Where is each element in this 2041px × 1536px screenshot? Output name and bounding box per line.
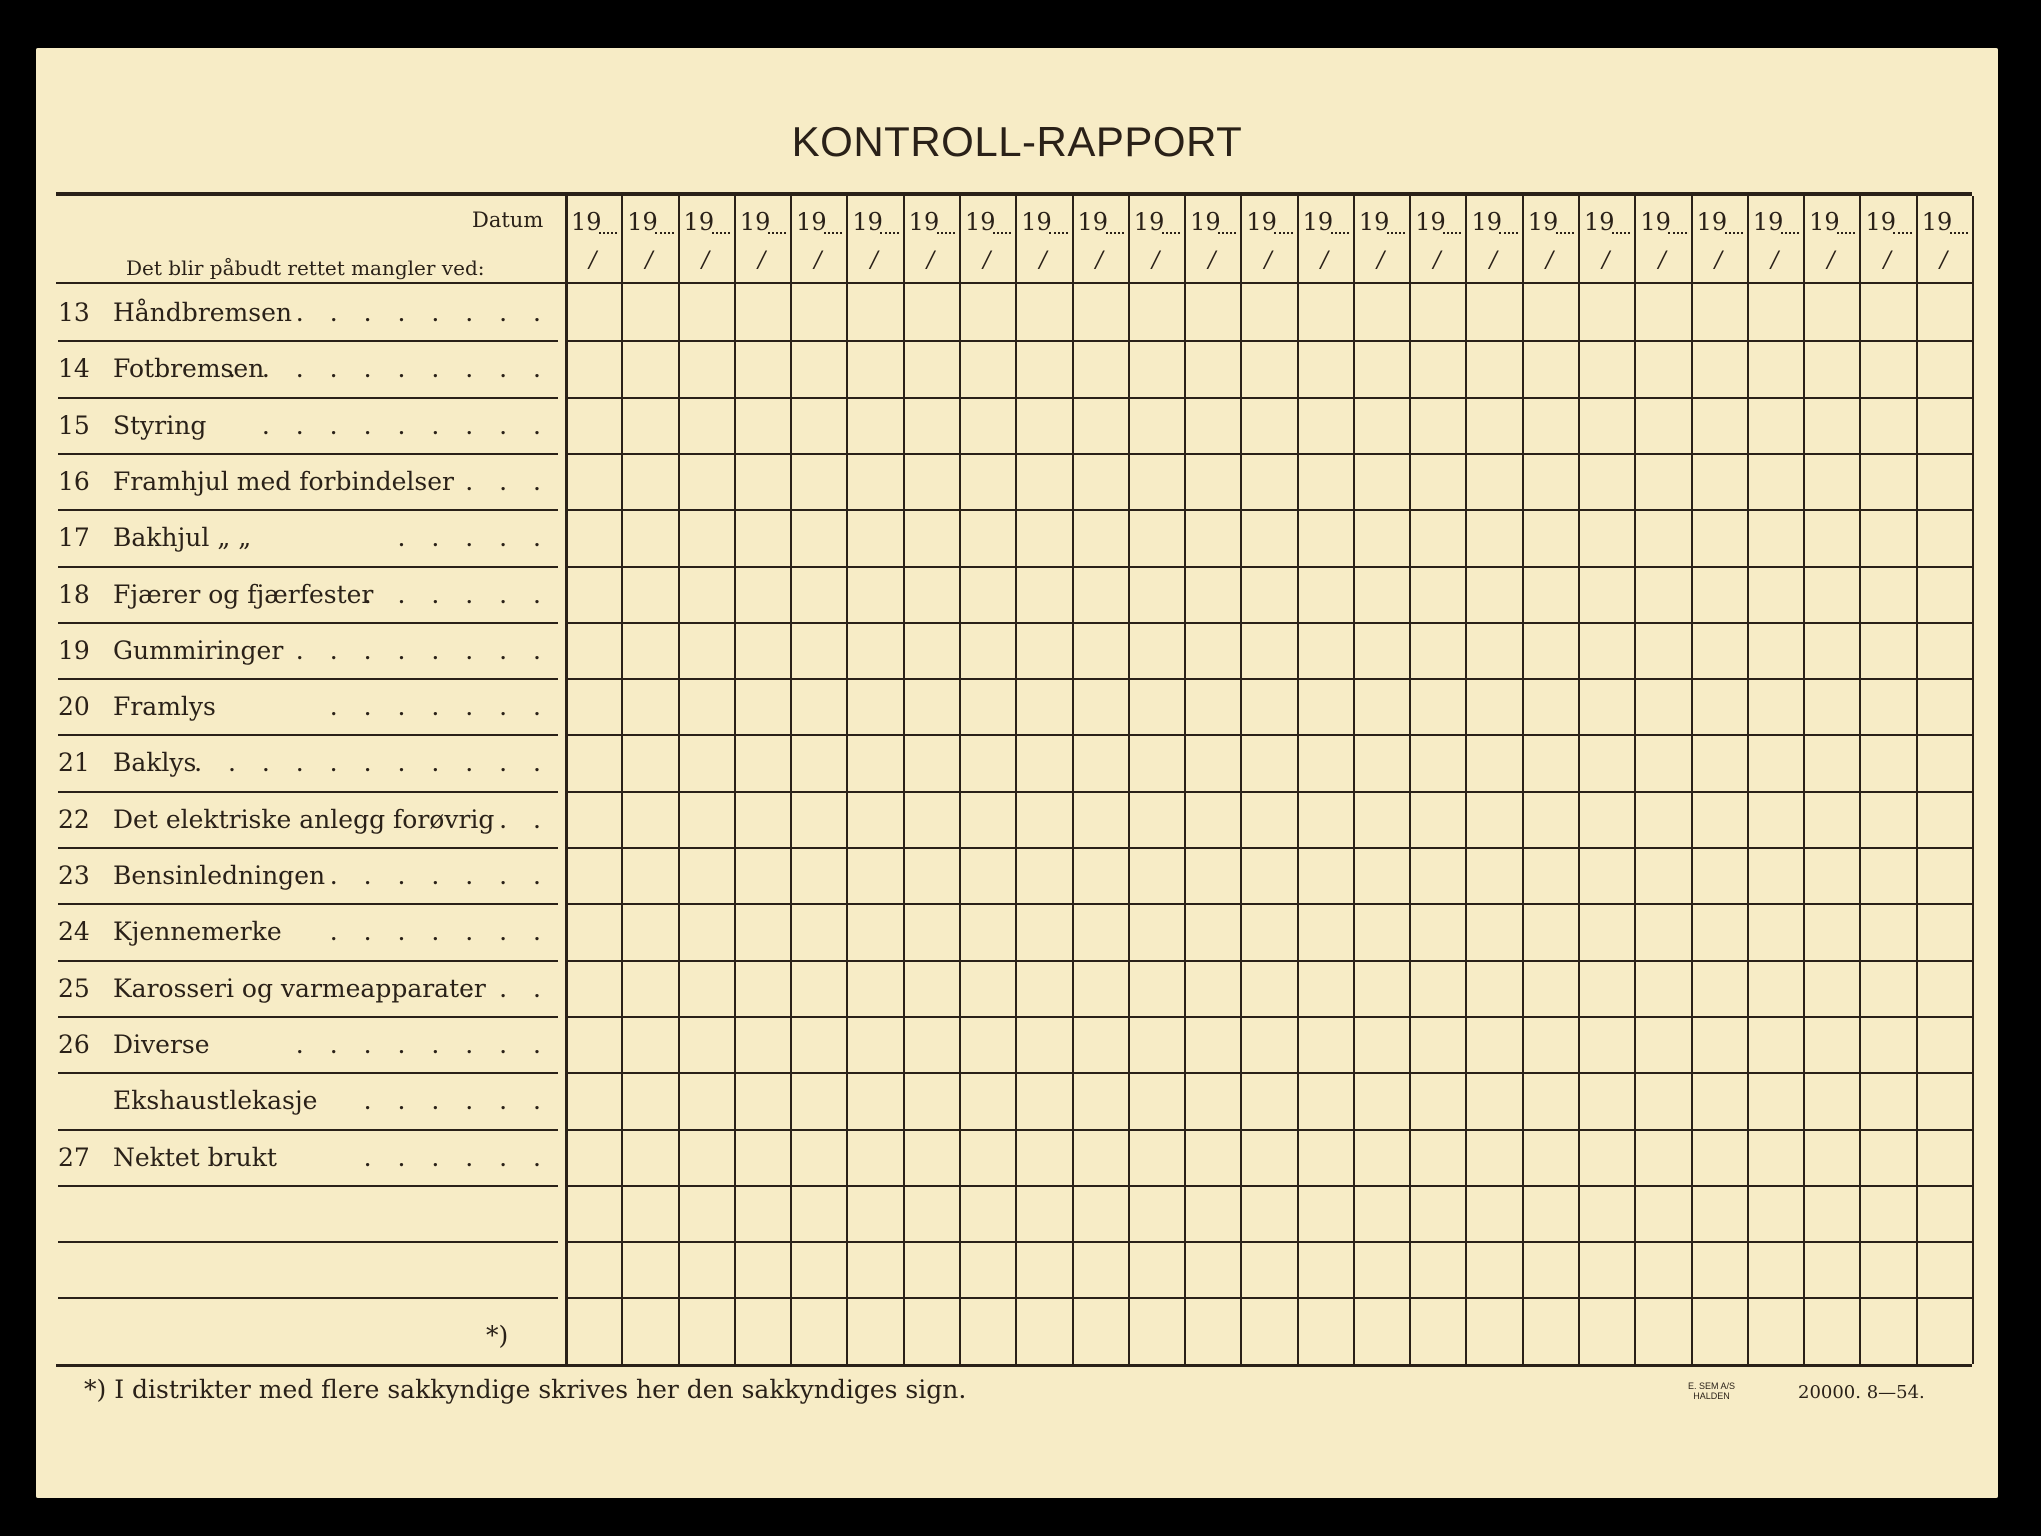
row-label: Ekshaustlekasje [113, 1086, 318, 1116]
date-year-prefix: 19 [1752, 208, 1784, 236]
date-dotted-blank [1837, 232, 1855, 234]
leader-dots: . . . . . . . . [295, 635, 550, 665]
report-card [36, 48, 1998, 1498]
date-slash: / [1827, 248, 1835, 273]
leader-dots: . . . . . . . . . . . [194, 748, 550, 778]
date-dotted-blank [1218, 232, 1236, 234]
date-dotted-blank [1612, 232, 1630, 234]
leader-dots: . . . . . . . . . [261, 410, 550, 440]
column-divider [1972, 196, 1974, 1364]
label-row-rule [58, 791, 558, 793]
row-number: 17 [58, 523, 90, 553]
column-divider [1691, 196, 1693, 1364]
row-number: 23 [58, 861, 90, 890]
date-slash: / [1883, 248, 1891, 273]
column-divider [1859, 196, 1861, 1364]
column-divider [1522, 196, 1524, 1364]
date-dotted-blank [1893, 232, 1911, 234]
column-divider [846, 196, 848, 1364]
date-dotted-blank [1387, 232, 1405, 234]
row-label: Styring [113, 410, 207, 440]
date-year-prefix: 19 [1921, 208, 1953, 236]
date-slash: / [701, 248, 710, 273]
date-dotted-blank [599, 232, 617, 234]
date-slash: / [1714, 248, 1723, 273]
leader-dots: . . . [465, 973, 550, 1003]
row-label: Fjærer og fjærfester [113, 579, 374, 609]
date-slash: / [589, 248, 597, 273]
grid-row-rule [565, 1297, 1972, 1299]
date-year-prefix: 19 [1809, 208, 1840, 236]
row-label: Håndbremsen [113, 298, 292, 327]
date-slash: / [926, 248, 935, 273]
leader-dots: . . . . . . [363, 579, 550, 609]
date-year-prefix: 19 [1133, 208, 1165, 236]
column-divider [959, 196, 961, 1364]
leader-dots: . . . . . . . . [295, 1029, 550, 1059]
date-dotted-blank [712, 232, 730, 234]
date-slash: / [1264, 248, 1272, 273]
form-title: KONTROLL-RAPPORT [791, 118, 1243, 165]
column-divider [678, 196, 680, 1364]
date-year-prefix: 19 [1077, 208, 1109, 236]
leader-dots: . . . . . . [363, 1086, 550, 1116]
printer-name: E. SEM A/S [1688, 1381, 1736, 1391]
grid-row-rule [565, 566, 1972, 568]
datum-label: Datum [472, 208, 544, 232]
date-slash: / [1377, 248, 1385, 273]
label-row-rule [58, 1072, 558, 1074]
date-dotted-blank [1781, 232, 1799, 234]
column-divider [1353, 196, 1355, 1364]
date-year-prefix: 19 [1640, 208, 1671, 236]
label-row-rule [58, 903, 558, 905]
label-row-rule [58, 566, 558, 568]
label-row-rule [58, 509, 558, 511]
leader-dots: . . . . . . [363, 1142, 550, 1172]
date-dotted-blank [1499, 232, 1517, 234]
date-slash: / [645, 248, 653, 273]
date-dotted-blank [1443, 232, 1461, 234]
leader-dots: . . . . . . . . [295, 298, 550, 327]
column-divider [1634, 196, 1636, 1364]
leader-dots: . . . . . [397, 523, 550, 553]
date-year-prefix: 19 [1246, 208, 1277, 236]
date-dotted-blank [655, 232, 673, 234]
instruction-label: Det blir påbudt rettet mangler ved: [126, 256, 485, 280]
row-label: *) [486, 1321, 509, 1351]
row-label: Framhjul med forbindelser [113, 466, 454, 496]
label-row-rule [58, 960, 558, 962]
row-number: 22 [58, 804, 90, 834]
date-slash: / [1095, 248, 1104, 273]
row-number: 27 [58, 1142, 90, 1172]
date-year-prefix: 19 [796, 208, 827, 236]
date-slash: / [757, 248, 766, 273]
row-label: Diverse [113, 1029, 210, 1059]
print-number: 20000. 8—54. [1798, 1382, 1925, 1403]
date-slash: / [1039, 248, 1047, 273]
footnote: *) I distrikter med flere sakkyndige skrives her den sakkyndiges sign. [84, 1375, 967, 1404]
row-number: 15 [58, 410, 90, 440]
label-row-rule [58, 1241, 558, 1243]
date-slash: / [814, 248, 822, 273]
date-year-prefix: 19 [571, 208, 602, 236]
label-row-rule [58, 1129, 558, 1131]
date-slash: / [1658, 248, 1666, 273]
column-divider [790, 196, 792, 1364]
date-dotted-blank [1049, 232, 1067, 234]
column-divider [1297, 196, 1299, 1364]
column-divider [734, 196, 736, 1364]
column-divider [1409, 196, 1411, 1364]
grid-row-rule [565, 1016, 1972, 1018]
grid-row-rule [565, 903, 1972, 905]
date-year-prefix: 19 [964, 208, 996, 236]
date-slash: / [1602, 248, 1610, 273]
label-row-rule [58, 1016, 558, 1018]
date-year-prefix: 19 [908, 208, 940, 236]
leader-dots: . . . . . . . [329, 692, 550, 722]
date-year-prefix: 19 [1190, 208, 1221, 236]
row-number: 14 [58, 354, 90, 384]
grid-row-rule [565, 960, 1972, 962]
row-label: Fotbremsen [113, 354, 265, 384]
grid-row-rule [565, 622, 1972, 624]
date-slash: / [870, 248, 878, 273]
date-year-prefix: 19 [852, 208, 883, 236]
row-label: Bensinledningen [113, 861, 326, 890]
grid-row-rule [565, 1072, 1972, 1074]
label-row-rule [58, 1297, 558, 1299]
date-dotted-blank [1331, 232, 1349, 234]
grid-row-rule [565, 397, 1972, 399]
column-divider [1747, 196, 1749, 1364]
header-top-rule [56, 192, 1972, 196]
grid-row-rule [565, 847, 1972, 849]
label-row-rule [58, 622, 558, 624]
date-year-prefix: 19 [1696, 208, 1728, 236]
column-divider [1803, 196, 1805, 1364]
label-row-rule [58, 453, 558, 455]
column-divider [1240, 196, 1242, 1364]
row-number: 18 [58, 579, 90, 609]
grid-row-rule [565, 791, 1972, 793]
label-row-rule [58, 847, 558, 849]
grid-row-rule [565, 1185, 1972, 1187]
row-number: 25 [58, 973, 90, 1003]
date-dotted-blank [1274, 232, 1292, 234]
row-number: 26 [58, 1029, 90, 1059]
row-number: 13 [58, 298, 90, 327]
date-dotted-blank [993, 232, 1011, 234]
row-number: 21 [58, 748, 90, 778]
row-number: 20 [58, 692, 90, 722]
column-divider [621, 196, 623, 1364]
row-number: 16 [58, 466, 90, 496]
date-slash: / [1771, 248, 1779, 273]
date-dotted-blank [768, 232, 786, 234]
date-slash: / [1939, 248, 1948, 273]
row-label: Framlys [113, 692, 216, 722]
grid-row-rule [565, 1129, 1972, 1131]
column-divider [1072, 196, 1074, 1364]
leader-dots: . . . . . . . . [295, 861, 550, 890]
row-number: 19 [58, 635, 90, 665]
row-label: Baklys [113, 748, 197, 778]
row-label: Kjennemerke [113, 917, 282, 947]
row-label: Det elektriske anlegg forøvrig [113, 804, 495, 834]
date-dotted-blank [1950, 232, 1968, 234]
column-divider [903, 196, 905, 1364]
column-divider [1128, 196, 1130, 1364]
header-bottom-rule [56, 282, 1972, 284]
column-divider [1015, 196, 1017, 1364]
date-year-prefix: 19 [1358, 208, 1390, 236]
printer-city: HALDEN [1693, 1391, 1730, 1401]
footer-rule [56, 1364, 1972, 1367]
date-slash: / [983, 248, 991, 273]
date-dotted-blank [1162, 232, 1180, 234]
leader-dots: . . . . . . . . . . [228, 354, 550, 384]
date-year-prefix: 19 [1021, 208, 1052, 236]
column-divider [1578, 196, 1580, 1364]
date-year-prefix: 19 [1415, 208, 1446, 236]
date-slash: / [1545, 248, 1554, 273]
date-dotted-blank [1556, 232, 1574, 234]
leader-dots: . . . . . . . [329, 917, 550, 947]
date-year-prefix: 19 [1302, 208, 1334, 236]
date-year-prefix: 19 [627, 208, 658, 236]
label-row-rule [58, 734, 558, 736]
column-divider [1916, 196, 1918, 1364]
date-year-prefix: 19 [683, 208, 715, 236]
grid-row-rule [565, 509, 1972, 511]
label-row-rule [58, 1185, 558, 1187]
date-dotted-blank [1725, 232, 1743, 234]
leader-dots: . . . [465, 466, 550, 496]
row-number: 24 [58, 917, 90, 947]
date-slash: / [1489, 248, 1498, 273]
row-label: Nektet brukt [113, 1142, 277, 1172]
column-divider [565, 196, 568, 1364]
date-year-prefix: 19 [739, 208, 771, 236]
date-slash: / [1151, 248, 1160, 273]
grid-row-rule [565, 453, 1972, 455]
label-row-rule [58, 397, 558, 399]
grid-row-rule [565, 1241, 1972, 1243]
date-slash: / [1320, 248, 1329, 273]
label-row-rule [58, 678, 558, 680]
date-year-prefix: 19 [1527, 208, 1559, 236]
date-dotted-blank [880, 232, 898, 234]
grid-row-rule [565, 340, 1972, 342]
printer-mark [1688, 1381, 1735, 1401]
label-row-rule [58, 340, 558, 342]
leader-dots: . . [499, 804, 550, 834]
date-dotted-blank [937, 232, 955, 234]
column-divider [1465, 196, 1467, 1364]
row-label: Bakhjul „ „ [113, 523, 252, 553]
grid-row-rule [565, 678, 1972, 680]
row-label: Karosseri og varmeapparater [113, 973, 486, 1003]
date-dotted-blank [824, 232, 842, 234]
date-year-prefix: 19 [1471, 208, 1503, 236]
date-year-prefix: 19 [1584, 208, 1615, 236]
date-year-prefix: 19 [1865, 208, 1896, 236]
date-slash: / [1208, 248, 1216, 273]
date-dotted-blank [1106, 232, 1124, 234]
column-divider [1184, 196, 1186, 1364]
date-slash: / [1433, 248, 1441, 273]
date-dotted-blank [1668, 232, 1686, 234]
row-label: Gummiringer [113, 635, 284, 665]
grid-row-rule [565, 734, 1972, 736]
